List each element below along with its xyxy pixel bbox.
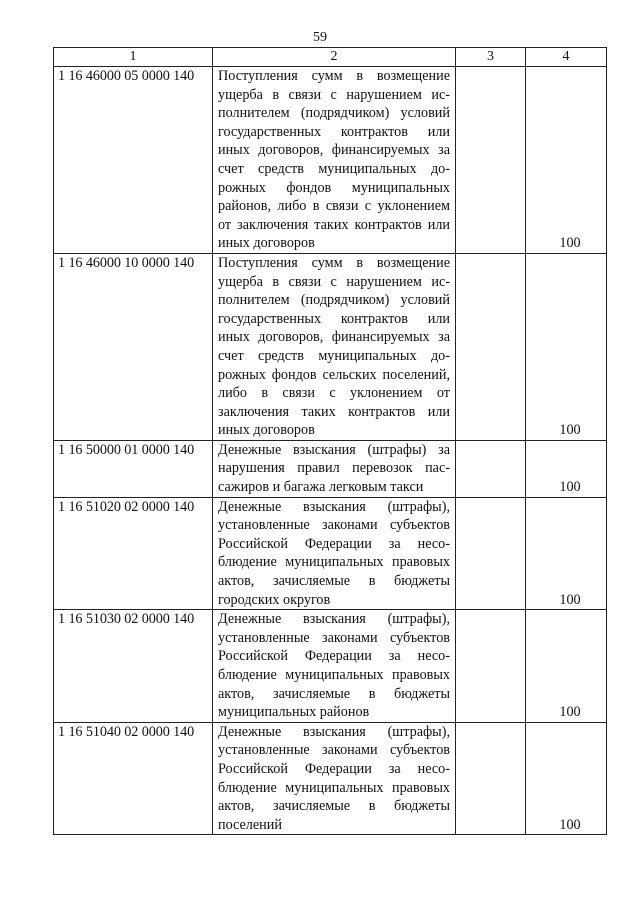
percent-value: 100 — [559, 479, 581, 496]
revenue-code: 1 16 51040 02 0000 140 — [54, 722, 213, 835]
column-3-cell — [456, 67, 526, 254]
budget-revenue-table — [53, 47, 607, 835]
percent-value: 100 — [559, 422, 581, 439]
column-header-3: 3 — [456, 48, 526, 67]
percent-cell — [526, 67, 607, 254]
table-row — [54, 497, 607, 610]
column-header-2: 2 — [213, 48, 456, 67]
percent-value: 100 — [559, 816, 581, 833]
revenue-code: 1 16 46000 05 0000 140 — [54, 67, 213, 254]
table-row — [54, 67, 607, 254]
column-3-cell — [456, 610, 526, 723]
revenue-name: Поступления сумм в возмещение ущерба в связи с нарушением исполнителем (подрядчиком) условий государственных контрактов или иных договоров, финансируемых за счет средств муниципальных дорожных фондов сельских поселений, либо в связи с уклонением от заключения таких контрактов или иных договоров — [213, 253, 456, 440]
percent-cell — [526, 610, 607, 723]
column-3-cell — [456, 253, 526, 440]
column-header-1: 1 — [54, 48, 213, 67]
column-3-cell — [456, 722, 526, 835]
table-row — [54, 440, 607, 497]
revenue-code: 1 16 51030 02 0000 140 — [54, 610, 213, 723]
table-row — [54, 253, 607, 440]
table-row — [54, 722, 607, 835]
percent-cell — [526, 253, 607, 440]
column-3-cell — [456, 497, 526, 610]
revenue-code: 1 16 46000 10 0000 140 — [54, 253, 213, 440]
percent-value: 100 — [559, 704, 581, 721]
revenue-code: 1 16 50000 01 0000 140 — [54, 440, 213, 497]
revenue-code: 1 16 51020 02 0000 140 — [54, 497, 213, 610]
percent-cell — [526, 440, 607, 497]
column-header-4: 4 — [526, 48, 607, 67]
table-row — [54, 610, 607, 723]
table-body — [54, 67, 607, 835]
column-3-cell — [456, 440, 526, 497]
percent-value: 100 — [559, 591, 581, 608]
percent-cell — [526, 722, 607, 835]
revenue-name: Денежные взыскания (штрафы) за нарушения правил перевозок пассажиров и багажа легковым такси — [213, 440, 456, 497]
percent-cell — [526, 497, 607, 610]
revenue-name: Денежные взыскания (штрафы), установленные законами субъектов Российской Федерации за несоблюдение муниципальных правовых актов, зачисляемые в бюджеты муниципальных районов — [213, 610, 456, 723]
revenue-name: Денежные взыскания (штрафы), установленные законами субъектов Российской Федерации за несоблюдение муниципальных правовых актов, зачисляемые в бюджеты городских округов — [213, 497, 456, 610]
table-header — [54, 48, 607, 67]
revenue-name: Денежные взыскания (штрафы), установленные законами субъектов Российской Федерации за несоблюдение муниципальных правовых актов, зачисляемые в бюджеты поселений — [213, 722, 456, 835]
revenue-name: Поступления сумм в возмещение ущерба в связи с нарушением исполнителем (подрядчиком) условий государственных контрактов или иных договоров, финансируемых за счет средств муниципальных дорожных фондов муниципальных районов, либо в связи с уклонением от заключения таких контрактов или иных договоров — [213, 67, 456, 254]
header-row — [54, 48, 607, 67]
page-number: 59 — [313, 30, 327, 45]
percent-value: 100 — [559, 235, 581, 252]
